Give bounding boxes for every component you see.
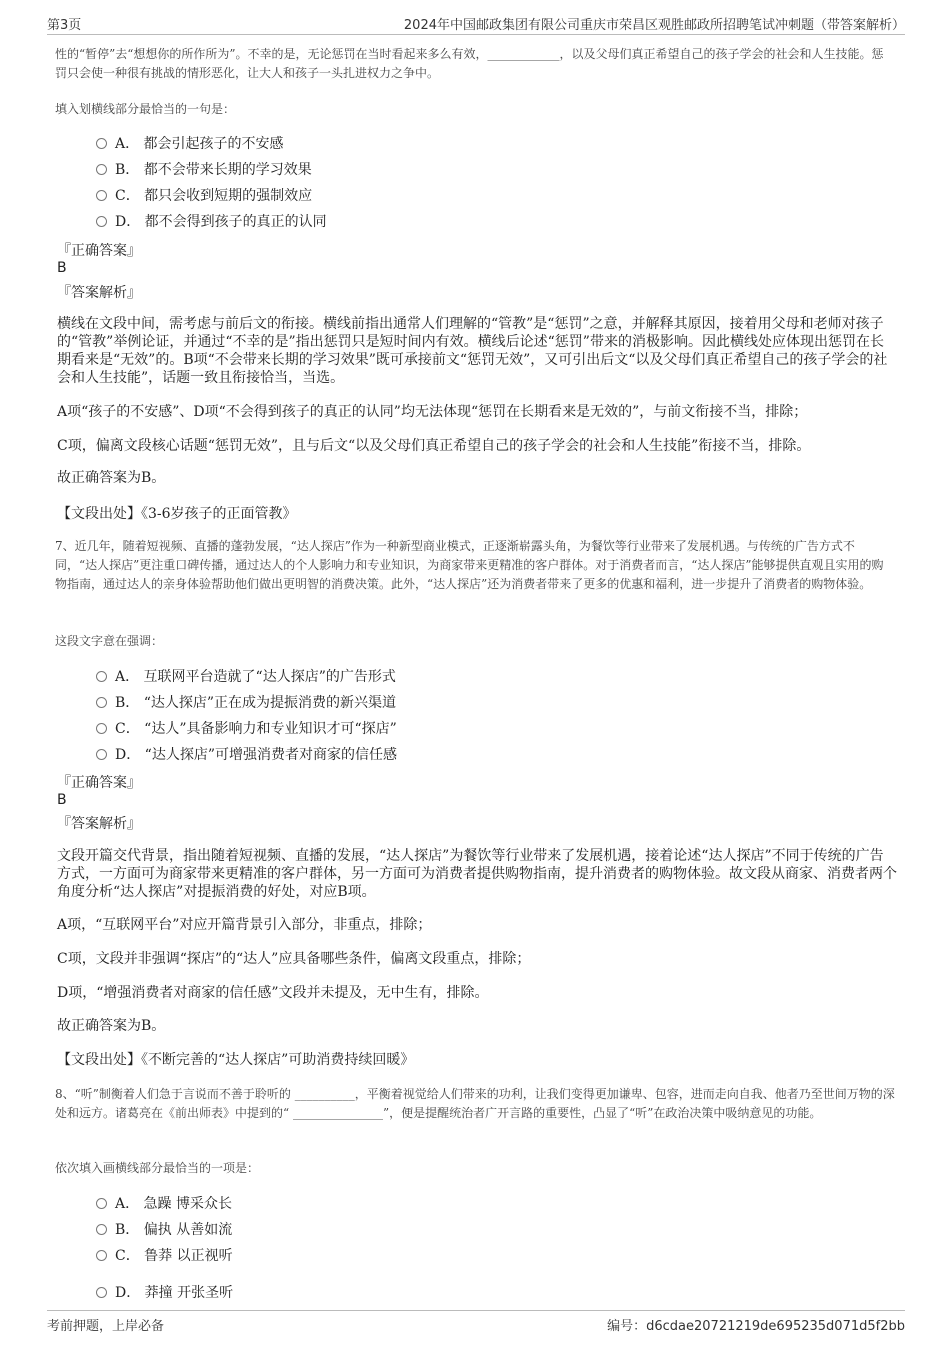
q7-source: 【文段出处】《不断完善的“达人探店”可助消费持续回暖》 — [57, 1052, 415, 1068]
page-header — [47, 12, 905, 35]
q8-ask: 依次填入画横线部分最恰当的一项是： — [55, 1161, 260, 1175]
radio-icon[interactable] — [96, 749, 107, 760]
q6-analysis-4: 故正确答案为B。 — [57, 470, 166, 486]
q8-stem: 8、“听”制衡着人们急于言说而不善于聆听的 __________，平衡着视觉给人们带来的功利，让我们变得更加谦卑、包容，进而走向自我、他者乃至世间万物的深处和远方。诸葛亮在《前出师表》中提到的“ _______________”，便是提醒统治者广开言路的重要性，凸显了“听”在政治决策中吸纳意见的功能。 — [55, 1087, 895, 1120]
radio-icon[interactable] — [96, 671, 107, 682]
document-title: 2024年中国邮政集团有限公司重庆市荣昌区观胜邮政所招聘笔试冲刺题（带答案解析） — [403, 18, 905, 33]
q6-option-a[interactable]: A． 都会引起孩子的不安感 — [96, 134, 284, 154]
radio-icon[interactable] — [96, 1287, 107, 1298]
q7-analysis-1: 文段开篇交代背景，指出随着短视频、直播的发展，“达人探店”为餐饮等行业带来了发展机遇，接着论述“达人探店”不同于传统的广告方式，一方面可为商家带来更精准的客户群体，另一方面可为消费者提供购物指南，提升消费者的购物体验。故文段从商家、消费者两个角度分析“达人探店”对提振消费的好处，对应B项。 — [57, 848, 897, 900]
q6-analysis-2: A项“孩子的不安感”、D项“不会得到孩子的真正的认同”均无法体现“惩罚在长期看来是无效的”，与前文衔接不当，排除； — [57, 404, 808, 420]
q7-answer: B — [57, 792, 67, 808]
q8-option-d[interactable]: D． 莽撞 开张圣听 — [96, 1283, 233, 1303]
radio-icon[interactable] — [96, 1250, 107, 1261]
radio-icon[interactable] — [96, 697, 107, 708]
q6-answer-label: 『正确答案』 — [57, 243, 141, 259]
q6-option-d[interactable]: D． 都不会得到孩子的真正的认同 — [96, 212, 327, 232]
q6-answer: B — [57, 260, 67, 276]
q6-source: 【文段出处】《3-6岁孩子的正面管教》 — [57, 506, 297, 522]
page-number: 第3页 — [47, 18, 82, 33]
q6-option-b[interactable]: B． 都不会带来长期的学习效果 — [96, 160, 312, 180]
q7-option-c[interactable]: C． “达人”具备影响力和专业知识才可“探店” — [96, 719, 397, 739]
q7-analysis-label: 『答案解析』 — [57, 816, 141, 832]
radio-icon[interactable] — [96, 190, 107, 201]
footer-slogan: 考前押题，上岸必备 — [47, 1319, 165, 1334]
q6-analysis-label: 『答案解析』 — [57, 285, 141, 301]
radio-icon[interactable] — [96, 1224, 107, 1235]
q6-analysis-3: C项，偏离文段核心话题“惩罚无效”，且与后文“以及父母们真正希望自己的孩子学会的社会和人生技能”衔接不当，排除。 — [57, 438, 811, 454]
q6-analysis-1: 横线在文段中间，需考虑与前后文的衔接。横线前指出通常人们理解的“管教”是“惩罚”之意，并解释其原因，接着用父母和老师对孩子的“管教”举例论证，并通过“不幸的是”指出惩罚只是短时间内有效。横线后论述“惩罚”带来的消极影响。因此横线处应体现出惩罚在长期看来是“无效”的。B项“不会带来长期的学习效果”既可承接前文“惩罚无效”，又可引出后文“以及父母们真正希望自己的孩子学会的社会和人生技能”，话题一致且衔接恰当，当选。 — [57, 316, 888, 386]
q7-analysis-3: C项，文段并非强调“探店”的“达人”应具备哪些条件，偏离文段重点，排除； — [57, 951, 531, 967]
q7-ask: 这段文字意在强调： — [55, 634, 164, 648]
q7-stem: 7、近几年，随着短视频、直播的蓬勃发展，“达人探店”作为一种新型商业模式，正逐渐崭露头角，为餐饮等行业带来了发展机遇。与传统的广告方式不同，“达人探店”更注重口碑传播，通过达人的个人影响力和专业知识，为商家带来更精准的客户群体。对于消费者而言，“达人探店”能够提供直观且实用的购物指南，通过达人的亲身体验帮助他们做出更明智的消费决策。此外，“达人探店”还为消费者带来了更多的优惠和福利，进一步提升了消费者的购物体验。 — [55, 539, 884, 591]
q8-option-b[interactable]: B． 偏执 从善如流 — [96, 1220, 232, 1240]
q6-ask: 填入划横线部分最恰当的一句是： — [55, 102, 236, 116]
q7-analysis-4: D项，“增强消费者对商家的信任感”文段并未提及，无中生有，排除。 — [57, 985, 489, 1001]
radio-icon[interactable] — [96, 723, 107, 734]
radio-icon[interactable] — [96, 1198, 107, 1209]
q7-option-a[interactable]: A． 互联网平台造就了“达人探店”的广告形式 — [96, 667, 396, 687]
document-id: 编号：d6cdae20721219de695235d071d5f2bb — [607, 1319, 905, 1334]
q7-answer-label: 『正确答案』 — [57, 775, 141, 791]
q8-option-a[interactable]: A． 急躁 博采众长 — [96, 1194, 232, 1214]
q6-stem: 性的“暂停”去“想想你的所作所为”。不幸的是，无论惩罚在当时看起来多么有效，____________，以及父母们真正希望自己的孩子学会的社会和人生技能。惩罚只会使一种很有挑战的情形恶化，让大人和孩子一头扎进权力之争中。 — [55, 47, 884, 80]
q6-option-c[interactable]: C． 都只会收到短期的强制效应 — [96, 186, 312, 206]
q7-option-d[interactable]: D． “达人探店”可增强消费者对商家的信任感 — [96, 745, 397, 765]
q7-option-b[interactable]: B． “达人探店”正在成为提振消费的新兴渠道 — [96, 693, 396, 713]
q7-analysis-5: 故正确答案为B。 — [57, 1018, 166, 1034]
page-footer — [47, 1310, 905, 1335]
radio-icon[interactable] — [96, 138, 107, 149]
q8-option-c[interactable]: C． 鲁莽 以正视听 — [96, 1246, 233, 1266]
q7-analysis-2: A项，“互联网平台”对应开篇背景引入部分，非重点，排除； — [57, 917, 432, 933]
radio-icon[interactable] — [96, 164, 107, 175]
radio-icon[interactable] — [96, 216, 107, 227]
